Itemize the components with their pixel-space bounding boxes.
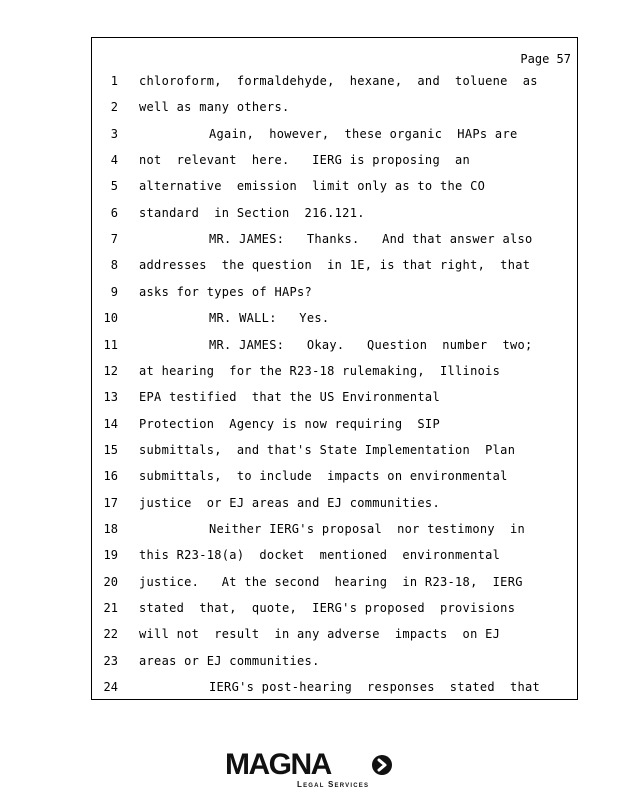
- line-text: MR. JAMES: Thanks. And that answer also: [209, 232, 533, 247]
- line-number: 24: [103, 680, 118, 695]
- transcript-line: [92, 100, 579, 120]
- transcript-page: [91, 37, 578, 700]
- line-text: justice or EJ areas and EJ communities.: [139, 495, 440, 510]
- line-number: 18: [103, 521, 118, 536]
- transcript-line: [92, 575, 579, 595]
- line-text: at hearing for the R23-18 rulemaking, Illinois: [139, 363, 501, 378]
- line-text: well as many others.: [139, 100, 290, 115]
- line-text: Neither IERG's proposal nor testimony in: [209, 521, 526, 536]
- line-number: 19: [103, 548, 118, 563]
- line-number: 14: [103, 416, 118, 431]
- line-number: 16: [103, 469, 118, 484]
- line-text: EPA testified that the US Environmental: [139, 390, 440, 405]
- line-number: 5: [110, 179, 118, 194]
- line-text: Protection Agency is now requiring SIP: [139, 416, 440, 431]
- line-number: 23: [103, 653, 118, 668]
- line-text: not relevant here. IERG is proposing an: [139, 153, 471, 168]
- transcript-line: [92, 285, 579, 305]
- transcript-line: [92, 496, 579, 516]
- line-number: 3: [110, 126, 118, 141]
- line-number: 8: [110, 258, 118, 273]
- line-text: this R23-18(a) docket mentioned environmental: [139, 548, 501, 563]
- line-number: 7: [110, 232, 118, 247]
- transcript-line: [92, 390, 579, 410]
- transcript-line: [92, 311, 579, 331]
- transcript-line: [92, 127, 579, 147]
- arrow-circle-icon: [371, 754, 393, 776]
- logo-wordmark: MAGNA: [225, 748, 331, 781]
- transcript-line: [92, 654, 579, 674]
- line-text: chloroform, formaldehyde, hexane, and toluene as: [139, 74, 538, 88]
- line-number: 1: [110, 74, 118, 88]
- magna-logo: [225, 748, 395, 792]
- line-text: areas or EJ communities.: [139, 653, 320, 668]
- line-text: asks for types of HAPs?: [139, 284, 313, 299]
- logo-subtitle: Legal Services: [297, 780, 370, 789]
- transcript-line: [92, 417, 579, 437]
- line-number: 9: [110, 284, 118, 299]
- line-text: MR. WALL: Yes.: [209, 311, 330, 326]
- line-number: 11: [103, 337, 118, 352]
- transcript-line: [92, 469, 579, 489]
- line-text: alternative emission limit only as to the CO: [139, 179, 486, 194]
- transcript-line: [92, 627, 579, 647]
- line-text: stated that, quote, IERG's proposed provisions: [139, 601, 516, 615]
- line-number: 12: [103, 363, 118, 378]
- transcript-line: [92, 258, 579, 278]
- transcript-line: [92, 179, 579, 199]
- transcript-line: [92, 74, 579, 94]
- line-number: 21: [103, 601, 118, 615]
- line-text: standard in Section 216.121.: [139, 205, 365, 220]
- line-number: 2: [110, 100, 118, 115]
- line-number: 22: [103, 627, 118, 642]
- transcript-line: [92, 153, 579, 173]
- transcript-line: [92, 522, 579, 542]
- transcript-line: [92, 206, 579, 226]
- transcript-line: [92, 232, 579, 252]
- transcript-line: [92, 338, 579, 358]
- line-text: Again, however, these organic HAPs are: [209, 126, 518, 141]
- line-text: addresses the question in 1E, is that right, that: [139, 258, 531, 273]
- line-text: justice. At the second hearing in R23-18, IERG: [139, 574, 523, 589]
- line-number: 20: [103, 574, 118, 589]
- line-text: submittals, to include impacts on environmental: [139, 469, 508, 484]
- transcript-line: [92, 548, 579, 568]
- line-number: 13: [103, 390, 118, 405]
- page-number: Page 57: [520, 52, 571, 66]
- transcript-line: [92, 443, 579, 463]
- transcript-line: [92, 680, 579, 700]
- line-number: 17: [103, 495, 118, 510]
- line-text: IERG's post-hearing responses stated that: [209, 680, 541, 695]
- line-number: 6: [110, 205, 118, 220]
- transcript-line: [92, 364, 579, 384]
- line-text: submittals, and that's State Implementation Plan: [139, 442, 516, 457]
- line-text: MR. JAMES: Okay. Question number two;: [209, 337, 533, 352]
- line-number: 15: [103, 442, 118, 457]
- line-number: 10: [103, 311, 118, 326]
- transcript-line: [92, 601, 579, 621]
- line-number: 4: [110, 153, 118, 168]
- line-text: will not result in any adverse impacts on EJ: [139, 627, 501, 642]
